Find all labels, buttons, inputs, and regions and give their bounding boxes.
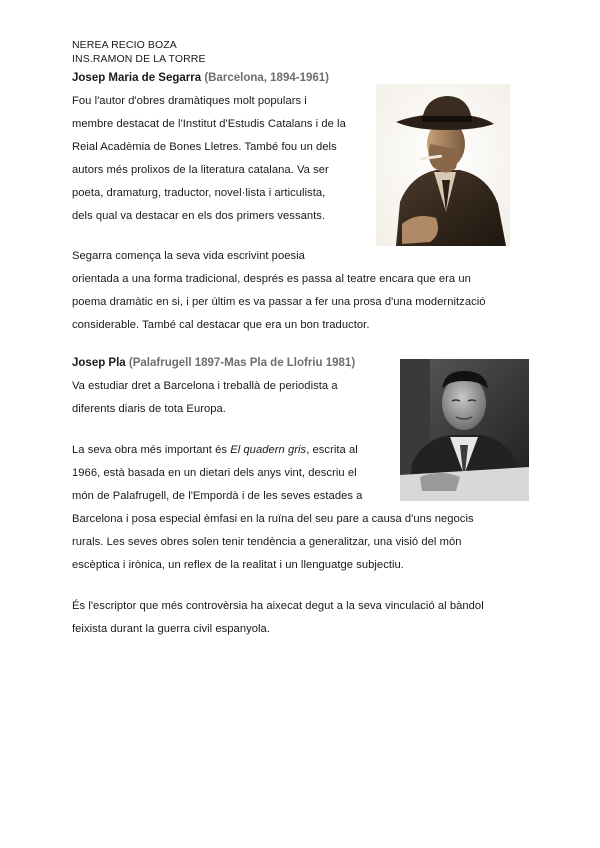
- pla-line: feixista durant la guerra civil espanyola.: [72, 623, 270, 635]
- school-name: INS.RAMON DE LA TORRE: [72, 53, 206, 65]
- segarra-dates: (Barcelona, 1894-1961): [204, 72, 329, 84]
- segarra-line: membre destacat de l'Institut d'Estudis Catalans i de la: [72, 118, 346, 130]
- pla-work-rest: , escrita al: [306, 444, 358, 456]
- pla-line: És l'escriptor que més controvèrsia ha aixecat degut a la seva vinculació al bàndol: [72, 600, 484, 612]
- pla-work-intro: La seva obra més important és: [72, 444, 231, 456]
- segarra-line: Reial Acadèmia de Bones Lletres. També fou un dels: [72, 141, 337, 153]
- segarra-line: considerable. També cal destacar que era un bon traductor.: [72, 319, 370, 331]
- author-name: NEREA RECIO BOZA: [72, 39, 177, 51]
- segarra-heading: [72, 72, 329, 84]
- segarra-line: dels qual va destacar en els dos primers vessants.: [72, 210, 326, 222]
- pla-name: Josep Pla: [72, 357, 126, 369]
- pla-work-title: El quadern gris: [230, 444, 307, 456]
- pla-line: Barcelona i posa especial èmfasi en la ruïna del seu pare a causa d'uns negocis: [72, 513, 474, 525]
- segarra-line: autors més prolixos de la literatura catalana. Va ser: [72, 164, 329, 176]
- segarra-line: orientada a una forma tradicional, després es passa al teatre encara que era un: [72, 273, 471, 285]
- segarra-line: Segarra comença la seva vida escrivint poesia: [72, 250, 305, 262]
- pla-line: rurals. Les seves obres solen tenir tendència a generalitzar, una visió del món: [72, 536, 462, 548]
- pla-portrait: [400, 359, 529, 501]
- segarra-portrait: [376, 84, 510, 246]
- document-header: [72, 38, 206, 66]
- pla-line: món de Palafrugell, de l'Empordà i de les seves estades a: [72, 490, 363, 502]
- pla-line: escèptica i irònica, un reflex de la realitat i un llenguatge subjectiu.: [72, 559, 404, 571]
- pla-line: Va estudiar dret a Barcelona i treballà de periodista a: [72, 380, 338, 392]
- segarra-line: Fou l'autor d'obres dramàtiques molt populars i: [72, 95, 307, 107]
- pla-line: diferents diaris de tota Europa.: [72, 403, 226, 415]
- segarra-line: poema dramàtic en si, i per últim es va passar a fer una prosa d'una modernització: [72, 296, 486, 308]
- pla-dates: (Palafrugell 1897-Mas Pla de Llofriu 1981): [128, 357, 356, 369]
- segarra-line: poeta, dramaturg, traductor, novel·lista i articulista,: [72, 187, 326, 199]
- pla-work-line: [72, 444, 358, 456]
- pla-heading: [72, 357, 355, 369]
- segarra-name: Josep Maria de Segarra: [72, 72, 202, 84]
- pla-line: 1966, està basada en un dietari dels anys vint, descriu el: [72, 467, 357, 479]
